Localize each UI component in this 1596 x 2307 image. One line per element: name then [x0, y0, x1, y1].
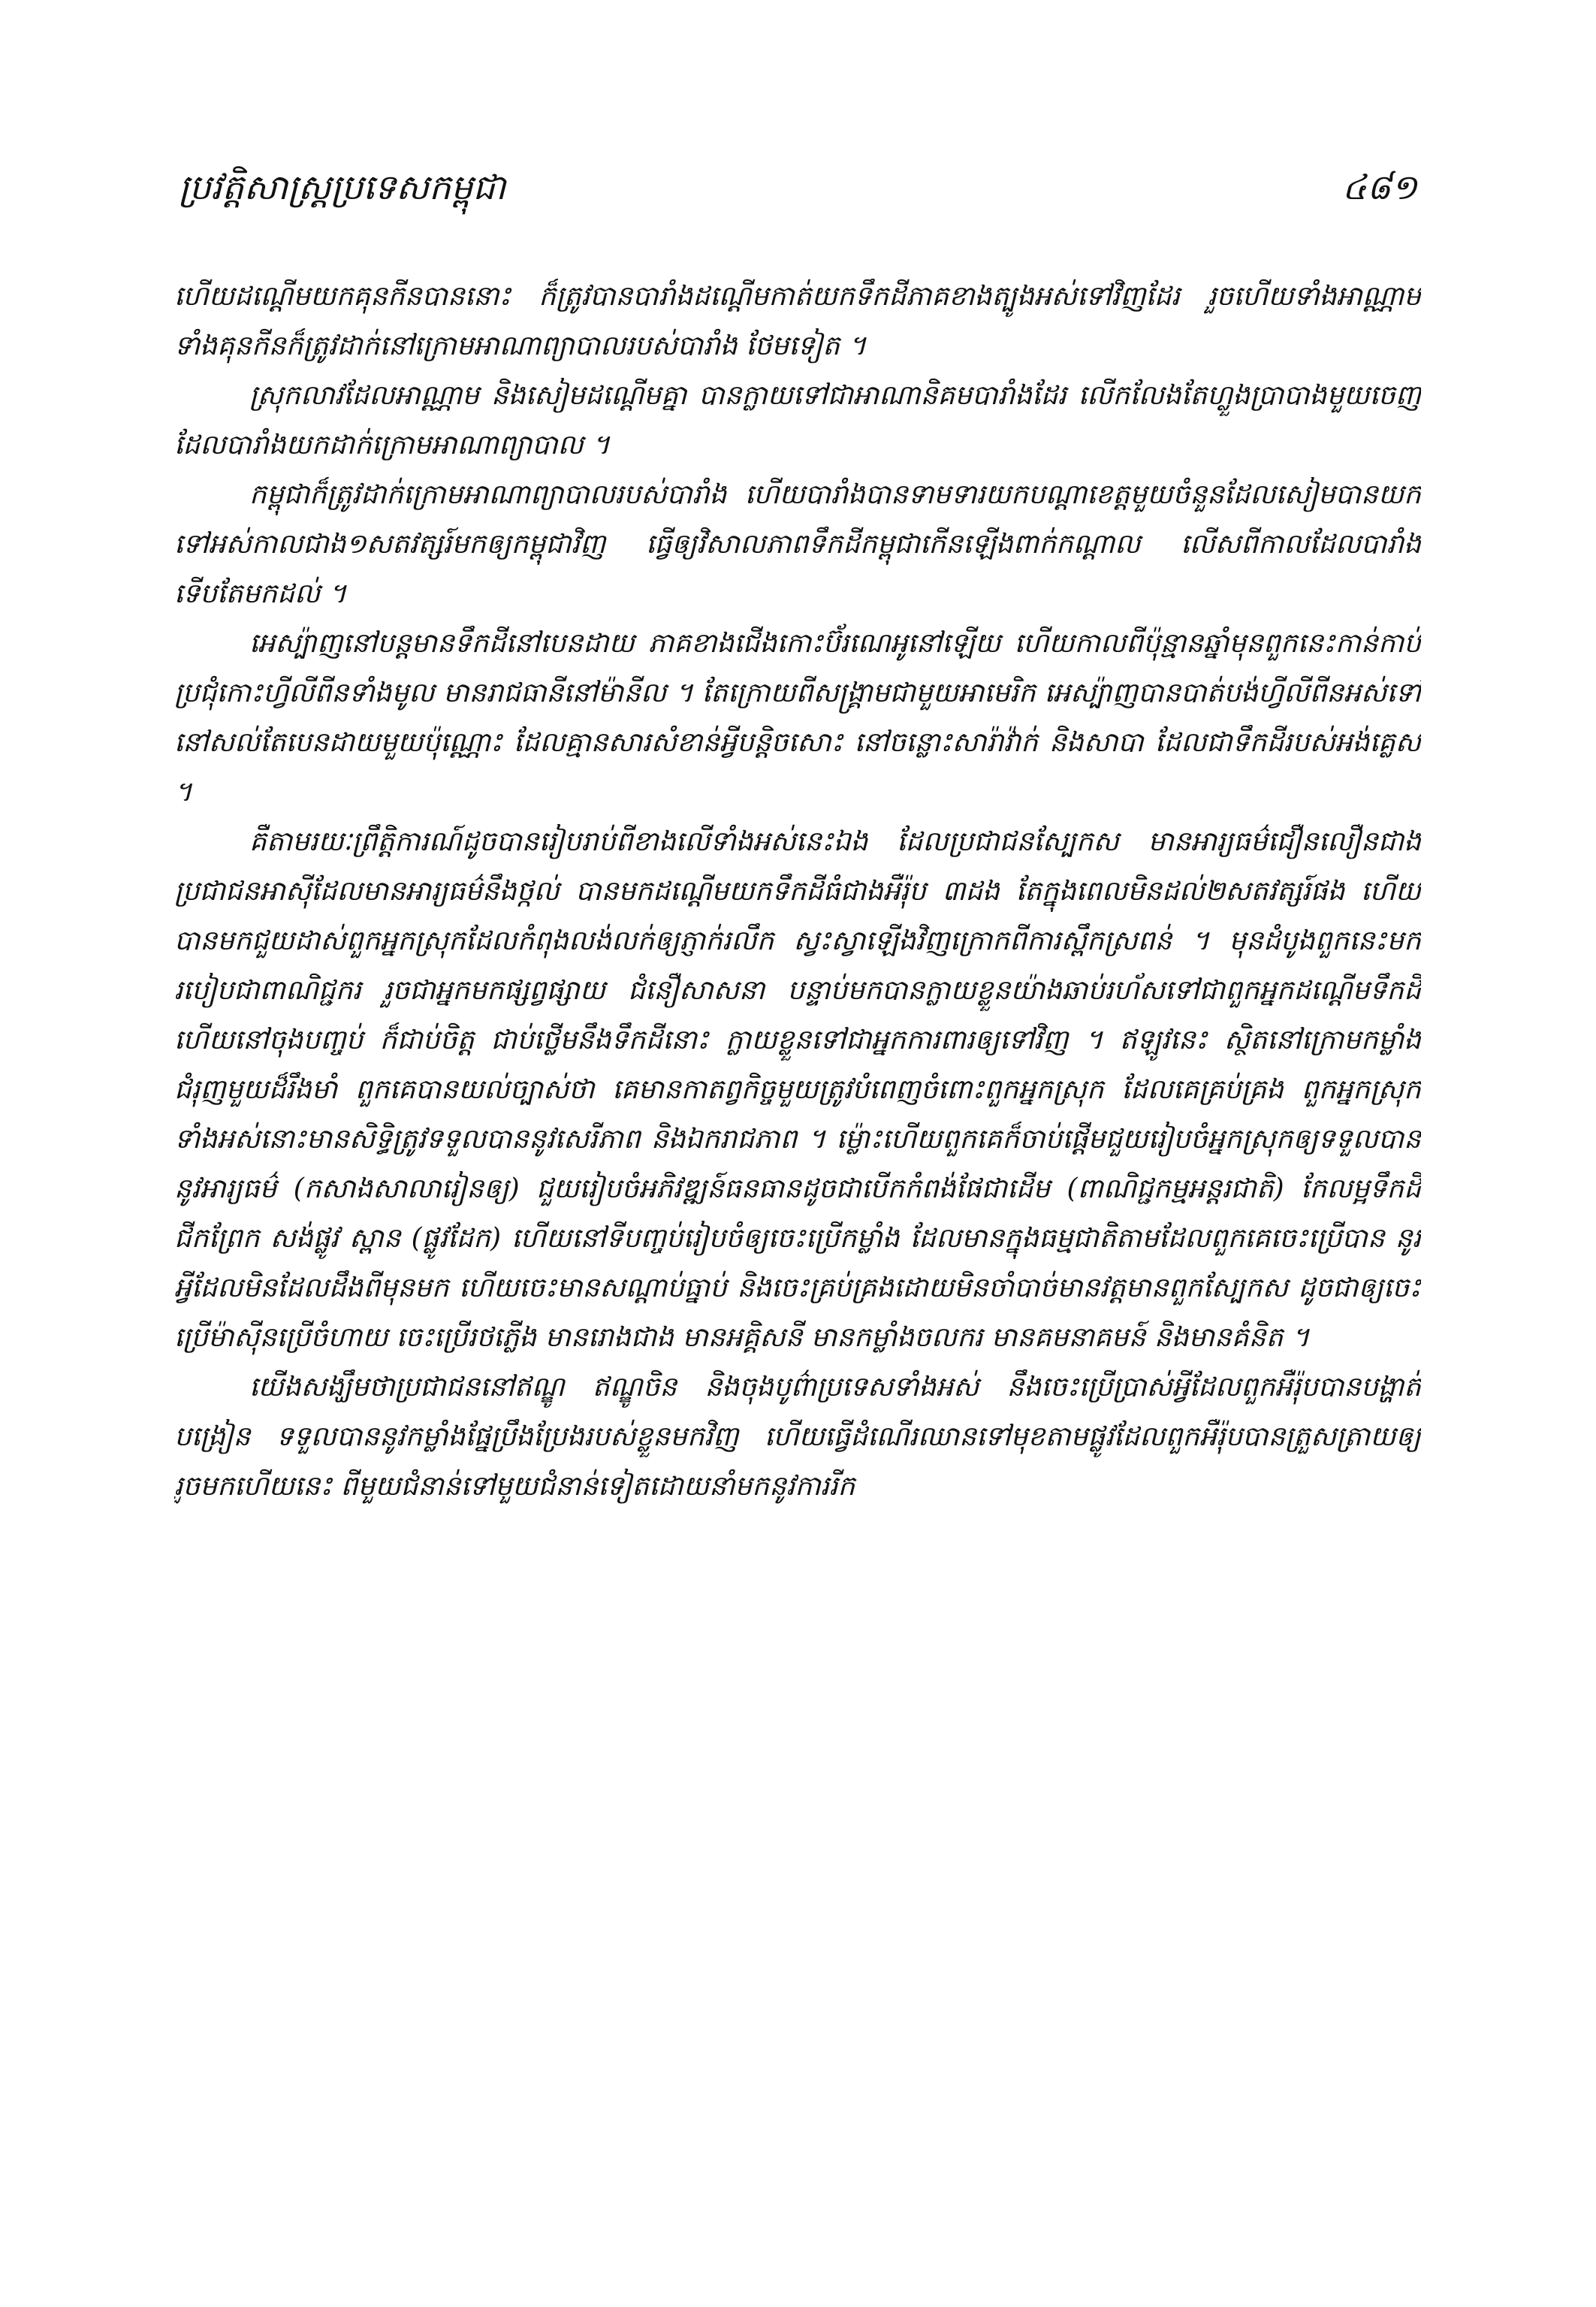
paragraph-continued: ហើយដណ្តើមយកគុនកីនបាននោះ ក៏ត្រូវបានបារាំងដណ្តើមកាត់យកទឹកដីភាគខាងត្បូងអស់ទៅវិញដែរ រួចហើយទាំងអាណ្ណាមទាំងគុនកីនក៏ត្រូវដាក់នៅក្រោមអាណាព្យាបាលរបស់បារាំង ថែមទៀត ។ [174, 281, 1421, 361]
paragraph-europeans: គឺតាមរយៈព្រឹត្តិការណ៍ដូចបានរៀបរាប់ពីខាងលើទាំងអស់នេះឯង ដែលប្រជាជនស្បែកស មានអារ្យធម៌ជឿនលឿនជាងប្រជាជនអាស៊ីដែលមានអារ្យធម៌នឹងថ្កល់ បានមកដណ្តើមយកទឹកដីធំជាងអឺរ៉ុប ៣ដង តែក្នុងពេលមិនដល់២សតវត្សរ៍ផង ហើយបានមកជួយដាស់ពួកអ្នកស្រុកដែលកំពុងលង់លក់ឲ្យភ្ញាក់រលឹក ស្វះស្វាឡើងវិញក្រោកពីការស្ពឹកស្រពន់ ។ មុនដំបូងពួកនេះមករបៀបជាពាណិជ្ជករ រួចជាអ្នកមកផ្សព្វផ្សាយ ជំនឿសាសនា បន្ទាប់មកបានក្លាយខ្លួនយ៉ាងឆាប់រហ័សទៅជាពួកអ្នកដណ្តើមទឹកដី ហើយនៅចុងបញ្ចប់ ក៏ជាប់ចិត្ត ជាប់ថ្លើមនឹងទឹកដីនោះ ក្លាយខ្លួនទៅជាអ្នកការពារឲ្យទៅវិញ ។ ឥឡូវនេះ ស្ថិតនៅក្រោមកម្លាំងជំរុញមួយដ៏រឹងមាំ ពួកគេបានយល់ច្បាស់ថា គេមានកាតព្វកិច្ចមួយត្រូវបំពេញចំពោះពួកអ្នកស្រុក ដែលគេគ្រប់គ្រង ពួកអ្នកស្រុកទាំងអស់នោះមានសិទ្ធិត្រូវទទួលបាននូវសេរីភាព និងឯករាជភាព ។ ម៉្លោះហើយពួកគេក៏ចាប់ផ្តើមជួយរៀបចំអ្នកស្រុកឲ្យទទួលបាននូវអារ្យធម៌ (កសាងសាលារៀនឲ្យ) ជួយរៀបចំអភិវឌ្ឍន៍ធនធានដូចជាបើកកំពង់ផែជាដើម (ពាណិជ្ជកម្មអន្តរជាតិ) កែលម្អទឹកដី ជីកព្រែក សង់ផ្លូវ ស្ពាន (ផ្លូវដែក) ហើយនៅទីបញ្ចប់រៀបចំឲ្យចេះប្រើកម្លាំង ដែលមានក្នុងធម្មជាតិតាមដែលពួកគេចេះប្រើបាន នូវអ្វីដែលមិនដែលដឹងពីមុនមក ហើយចេះមានសណ្តាប់ធ្នាប់ និងចេះគ្រប់គ្រងដោយមិនចាំបាច់មានវត្តមានពួកស្បែកស ដូចជាឲ្យចេះប្រើម៉ាស៊ីនប្រើចំហាយ ចេះប្រើរថភ្លើង មានរោងជាង មានអគ្គិសនី មានកម្លាំងចលករ មានគមនាគមន៍ និងមានគំនិត ។ [174, 826, 1421, 1353]
body-text [174, 272, 1421, 2195]
paragraph-cambodia: កម្ពុជាក៏ត្រូវដាក់ក្រោមអាណាព្យាបាលរបស់បារាំង ហើយបារាំងបានទាមទារយកបណ្តាខេត្តមួយចំនួនដែលសៀមបានយកទៅអស់កាលជាង១សតវត្សរ៍មកឲ្យកម្ពុជាវិញ ធ្វើឲ្យវិសាលភាពទឹកដីកម្ពុជាកើនឡើងពាក់កណ្តាល លើសពីកាលដែលបារាំងទើបតែមកដល់ ។ [174, 479, 1421, 609]
running-title: ប្រវត្តិសាស្ត្រប្រទេសកម្ពុជា [179, 167, 506, 208]
page-number: ៤៨១ [1342, 167, 1417, 208]
paragraph-hope: យើងសង្ឃឹមថាប្រជាជននៅឥណ្ឌូ ឥណ្ឌូចិន និងចុងបូព៌ាប្រទេសទាំងអស់ នឹងចេះប្រើប្រាស់អ្វីដែលពួកអឺរ៉ុបបានបង្ហាត់បង្រៀន ទទួលបាននូវកម្លាំងផ្នែប្រឹងប្រែងរបស់ខ្លួនមកវិញ ហើយធ្វើដំណើរឈានទៅមុខតាមផ្លូវដែលពួកអឺរ៉ុបបានត្រួសត្រាយឲ្យរួចមកហើយនេះ ពីមួយជំនាន់ទៅមួយជំនាន់ទៀតដោយនាំមកនូវការរីក [174, 1372, 1421, 1502]
paragraph-laos: ស្រុកលាវដែលអាណ្ណាម និងសៀមដណ្តើមគ្នា បានក្លាយទៅជាអាណានិគមបារាំងដែរ លើកលែងតែហ្លួងប្រាបាងមួយចេញ ដែលបារាំងយកដាក់ក្រោមអាណាព្យាបាល ។ [174, 380, 1421, 460]
paragraph-spain: អេស្ប៉ាញនៅបន្តមានទឹកដីនៅបេនដាយ ភាគខាងជើងកោះប៊័រណេអូនៅឡើយ ហើយកាលពីប៉ុន្មានឆ្នាំមុនពួកនេះកាន់កាប់ប្រជុំកោះហ្វីលីពីនទាំងមូល មានរាជធានីនៅម៉ានីល ។ តែក្រោយពីសង្គ្រាមជាមួយអាមេរិក អេស្ប៉ាញបានបាត់បង់ហ្វីលីពីនអស់ទៅ នៅសល់តែបេនដាយមួយប៉ុណ្ណោះ ដែលគ្មានសារសំខាន់អ្វីបន្តិចសោះ នៅចន្លោះសារ៉ាវ៉ាក់ និងសាបា ដែលជាទឹកដីរបស់អង់គ្លេស ។ [174, 628, 1421, 808]
page-header [179, 158, 1417, 218]
